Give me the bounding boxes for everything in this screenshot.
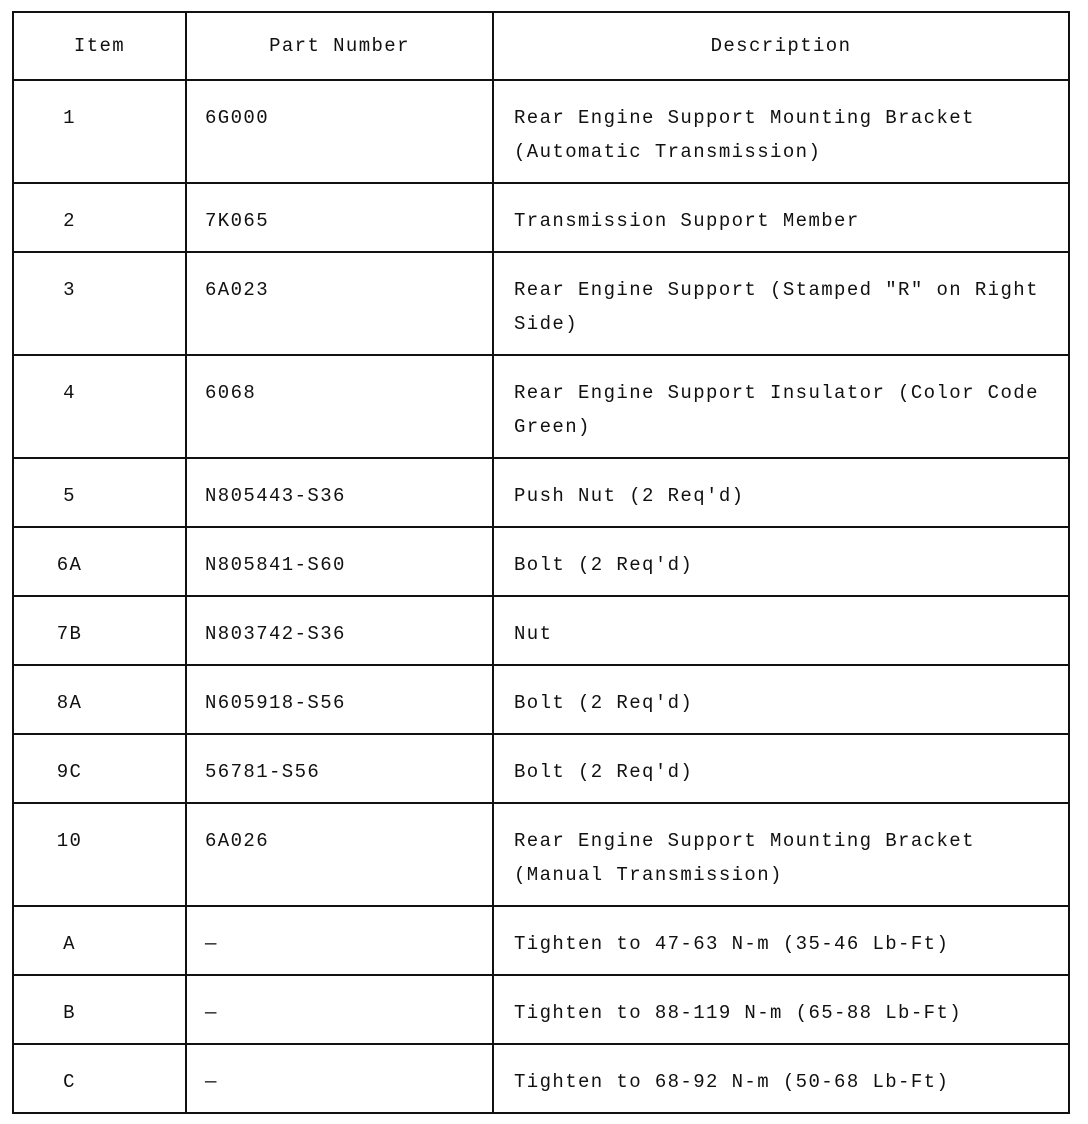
column-header-item: Item (13, 12, 186, 80)
item-cell: 10 (13, 803, 186, 906)
table-row (13, 665, 1069, 734)
item-cell: 9C (13, 734, 186, 803)
description-cell: Bolt (2 Req'd) (493, 527, 1069, 596)
item-cell: 7B (13, 596, 186, 665)
part-number-cell: — (186, 975, 493, 1044)
table-row (13, 355, 1069, 458)
table-header-row (13, 12, 1069, 80)
table-row (13, 596, 1069, 665)
description-cell: Tighten to 68-92 N-m (50-68 Lb-Ft) (493, 1044, 1069, 1113)
table-row (13, 803, 1069, 906)
part-number-cell: 6068 (186, 355, 493, 458)
description-cell: Bolt (2 Req'd) (493, 734, 1069, 803)
table-row (13, 527, 1069, 596)
item-cell: 8A (13, 665, 186, 734)
description-cell: Tighten to 88-119 N-m (65-88 Lb-Ft) (493, 975, 1069, 1044)
table-row (13, 183, 1069, 252)
table-row (13, 80, 1069, 183)
part-number-cell: 6A026 (186, 803, 493, 906)
part-number-cell: 6A023 (186, 252, 493, 355)
column-header-description: Description (493, 12, 1069, 80)
description-cell: Rear Engine Support Mounting Bracket (Manual Transmission) (493, 803, 1069, 906)
item-cell: 2 (13, 183, 186, 252)
part-number-cell: N805443-S36 (186, 458, 493, 527)
part-number-cell: 56781-S56 (186, 734, 493, 803)
table-row (13, 458, 1069, 527)
item-cell: C (13, 1044, 186, 1113)
item-cell: A (13, 906, 186, 975)
item-cell: 4 (13, 355, 186, 458)
part-number-cell: N803742-S36 (186, 596, 493, 665)
column-header-part-number: Part Number (186, 12, 493, 80)
description-cell: Rear Engine Support (Stamped "R" on Right Side) (493, 252, 1069, 355)
part-number-cell: 7K065 (186, 183, 493, 252)
table-row (13, 252, 1069, 355)
part-number-cell: 6G000 (186, 80, 493, 183)
description-cell: Rear Engine Support Insulator (Color Code Green) (493, 355, 1069, 458)
description-cell: Nut (493, 596, 1069, 665)
description-cell: Transmission Support Member (493, 183, 1069, 252)
item-cell: B (13, 975, 186, 1044)
table-row (13, 906, 1069, 975)
item-cell: 1 (13, 80, 186, 183)
table-row (13, 734, 1069, 803)
part-number-cell: N805841-S60 (186, 527, 493, 596)
description-cell: Tighten to 47-63 N-m (35-46 Lb-Ft) (493, 906, 1069, 975)
table-row (13, 975, 1069, 1044)
description-cell: Bolt (2 Req'd) (493, 665, 1069, 734)
part-number-cell: N605918-S56 (186, 665, 493, 734)
description-cell: Push Nut (2 Req'd) (493, 458, 1069, 527)
table-row (13, 1044, 1069, 1113)
parts-table (12, 11, 1070, 1114)
description-cell: Rear Engine Support Mounting Bracket (Automatic Transmission) (493, 80, 1069, 183)
part-number-cell: — (186, 1044, 493, 1113)
part-number-cell: — (186, 906, 493, 975)
item-cell: 6A (13, 527, 186, 596)
item-cell: 3 (13, 252, 186, 355)
item-cell: 5 (13, 458, 186, 527)
